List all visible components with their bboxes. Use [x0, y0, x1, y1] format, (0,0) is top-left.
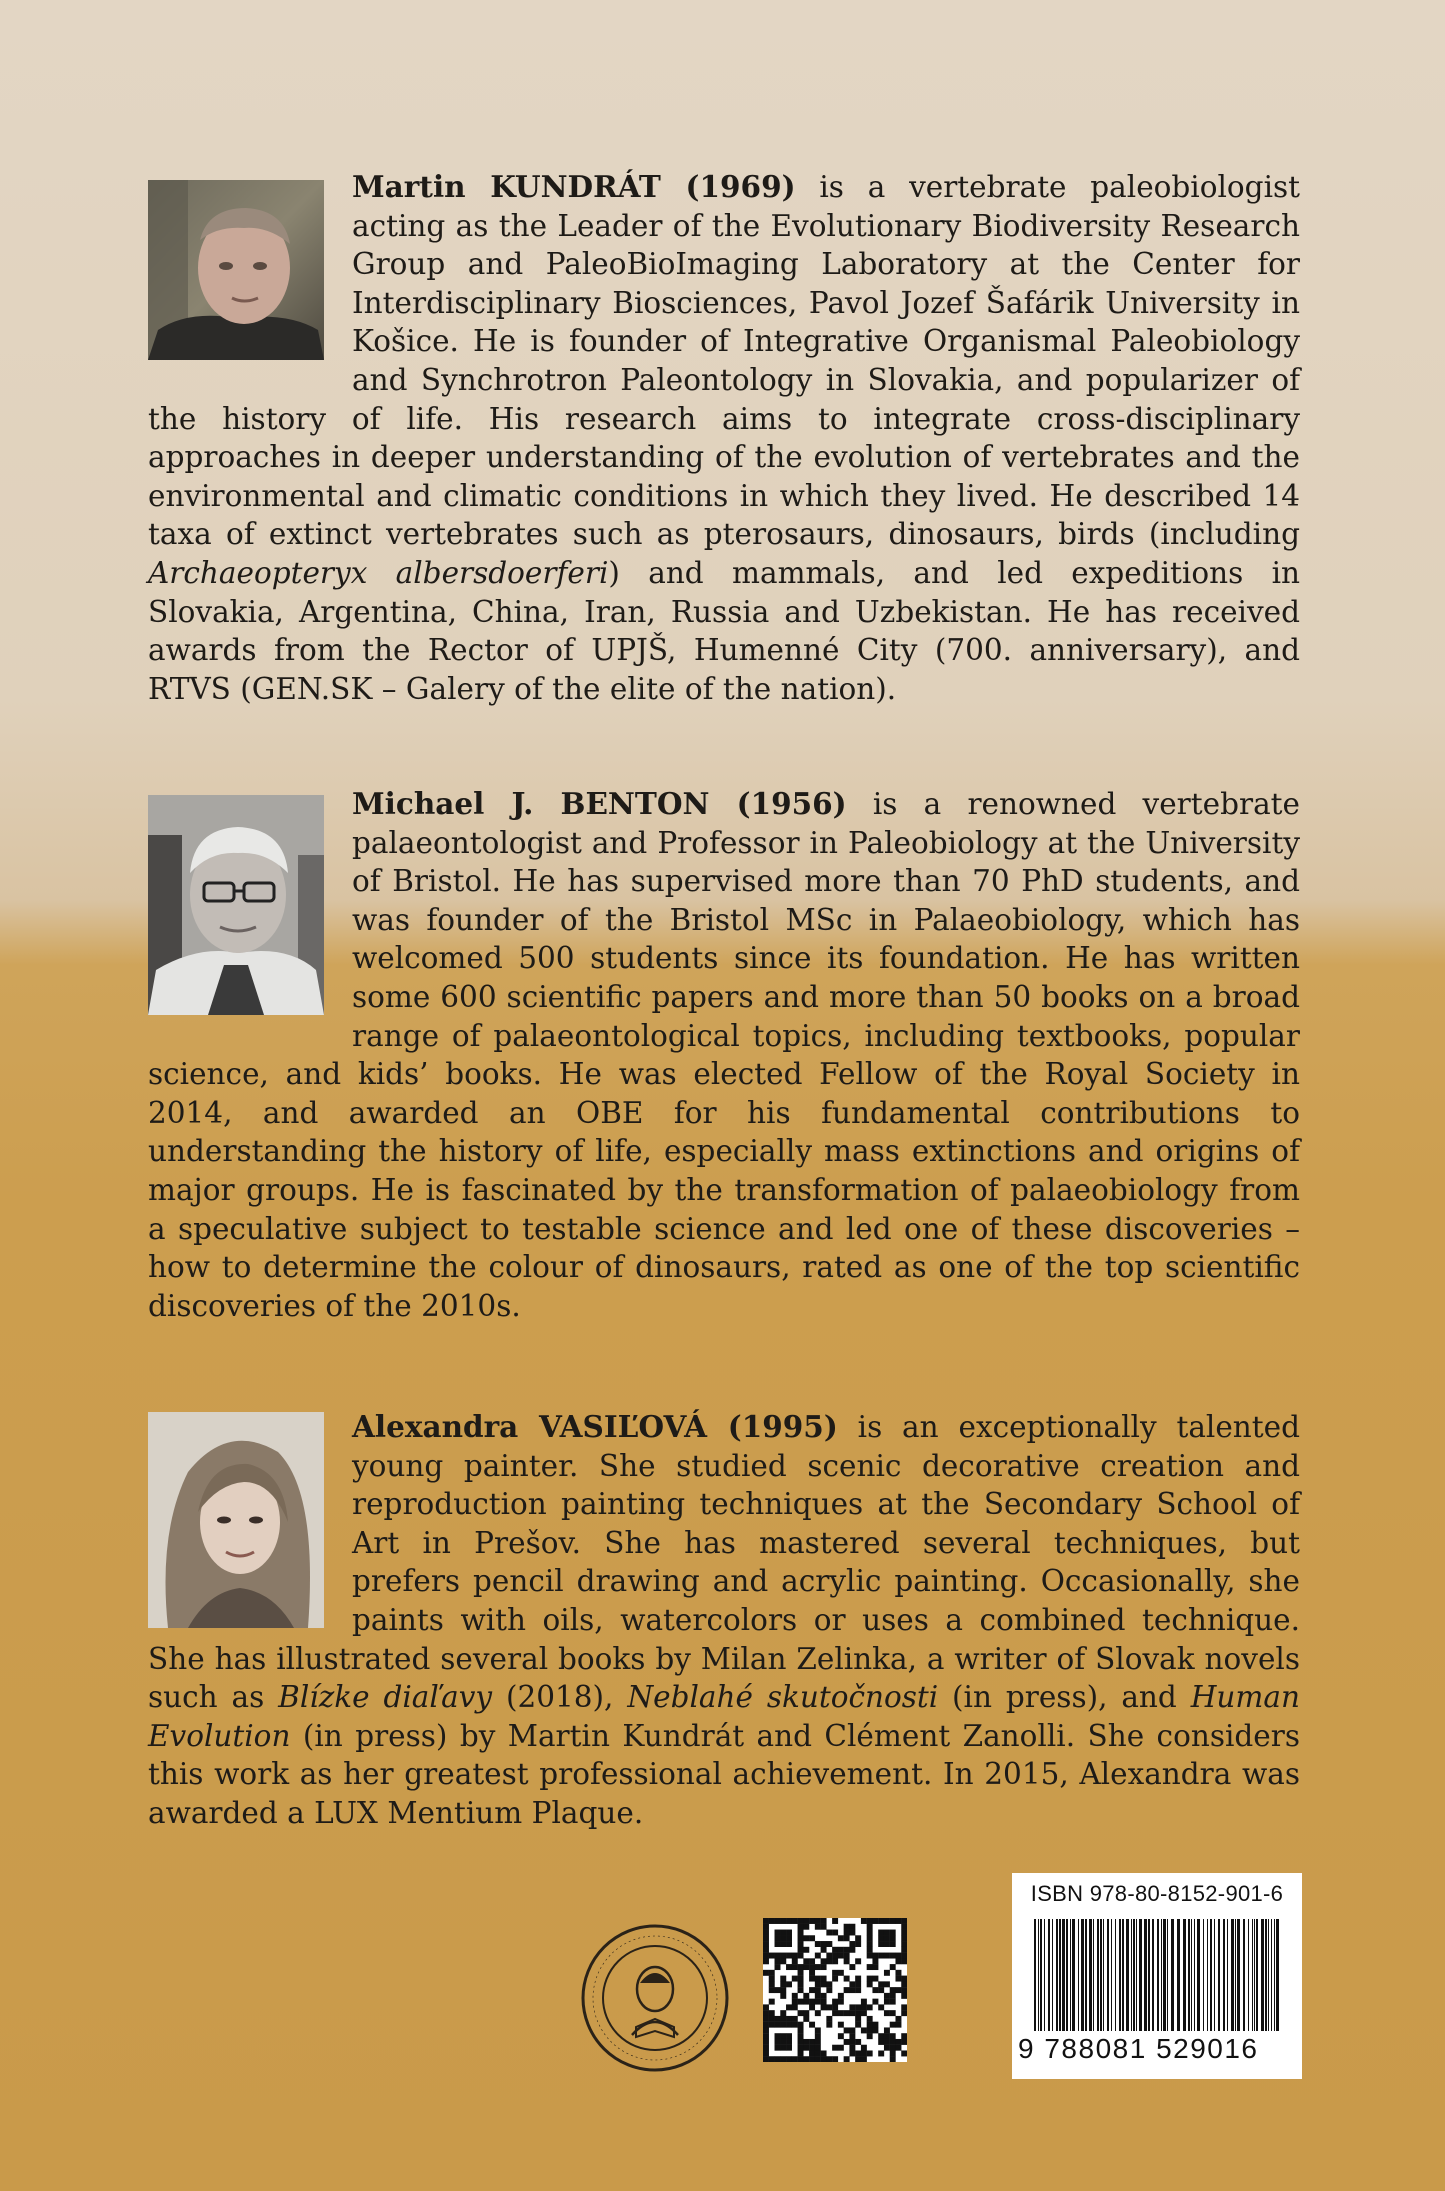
- book-title: Neblahé skutočnosti: [627, 1680, 939, 1715]
- author-bio-benton: [148, 785, 1300, 1325]
- bio-text: is an exceptionally talented young painter. She studied scenic decorative creation and reproduction painting techniques at the Secondary School of Art in Prešov. She has mastered several techniques, but prefers pencil drawing and acrylic painting. Occasionally, she paints with oils, watercolors or uses a combined technique. She has illustrated several books by Milan Zelinka, a writer of Slovak novels such as: [148, 1410, 1300, 1715]
- publisher-seal-icon: [580, 1923, 730, 2077]
- barcode-icon: [1030, 1919, 1286, 2035]
- isbn-number: ISBN 978-80-8152-901-6: [1030, 1881, 1284, 1906]
- species-name: Archaeopteryx albersdoerferi: [148, 555, 609, 590]
- author-bio-kundrat: [148, 168, 1300, 708]
- author-name: Martin KUNDRÁT (1969): [352, 169, 796, 204]
- bio-text: is a vertebrate paleobiologist acting as the Leader of the Evolutionary Biodiversity Research Group and PaleoBioImaging Laboratory at the Center for Interdisciplinary Biosciences, Pavol Jozef Šafárik University in Košice. He is founder of Integrative Organismal Paleobiology and Synchrotron Paleontology in Slovakia, and popularizer of the history of life. His research aims to integrate cross-disciplinary approaches in deeper understanding of the evolution of vertebrates and the environmental and climatic conditions in which they lived. He described 14 taxa of extinct vertebrates such as pterosaurs, dinosaurs, birds (including: [148, 170, 1300, 552]
- author-name: Alexandra VASIĽOVÁ (1995): [352, 1409, 838, 1444]
- bio-text: ) and mammals, and led expeditions in Slovakia, Argentina, China, Iran, Russia and Uzbekistan. He has received awards from the Rector of UPJŠ, Humenné City (700. anniversary), and RTVS (GEN.SK – Galery of the elite of the nation).: [148, 555, 1300, 706]
- author-bio-vasilova: [148, 1408, 1300, 1833]
- author-photo-kundrat: [148, 180, 324, 360]
- bio-text: (in press) by Martin Kundrát and Clément Zanolli. She considers this work as her greatest professional achievement. In 2015, Alexandra was awarded a LUX Mentium Plaque.: [148, 1718, 1300, 1830]
- author-name: Michael J. BENTON (1956): [352, 786, 847, 821]
- qr-code-icon: [763, 1918, 907, 2066]
- bio-text: (2018),: [492, 1680, 628, 1715]
- book-title: Blízke diaľavy: [278, 1680, 493, 1715]
- bio-text: is a renowned vertebrate palaeontologist and Professor in Paleobiology at the University of Bristol. He has supervised more than 70 PhD students, and was founder of the Bristol MSc in Palaeobiology, which has welcomed 500 students since its foundation. He has written some 600 scientific papers and more than 50 books on a broad range of palaeontological topics, including textbooks, popular science, and kids’ books. He was elected Fellow of the Royal Society in 2014, and awarded an OBE for his fundamental contributions to understanding the history of life, especially mass extinctions and origins of major groups. He is fascinated by the transformation of palaeobiology from a speculative subject to testable science and led one of these discoveries – how to determine the colour of dinosaurs, rated as one of the top scientific discoveries of the 2010s.: [148, 787, 1300, 1323]
- author-photo-benton: [148, 795, 324, 1015]
- book-title: Human Evolution: [148, 1680, 1300, 1753]
- barcode-digits: 9 788081 529016: [1018, 2033, 1259, 2064]
- isbn-barcode-box: [1012, 1873, 1302, 2079]
- bio-text: (in press), and: [938, 1680, 1191, 1715]
- author-photo-vasilova: [148, 1412, 324, 1628]
